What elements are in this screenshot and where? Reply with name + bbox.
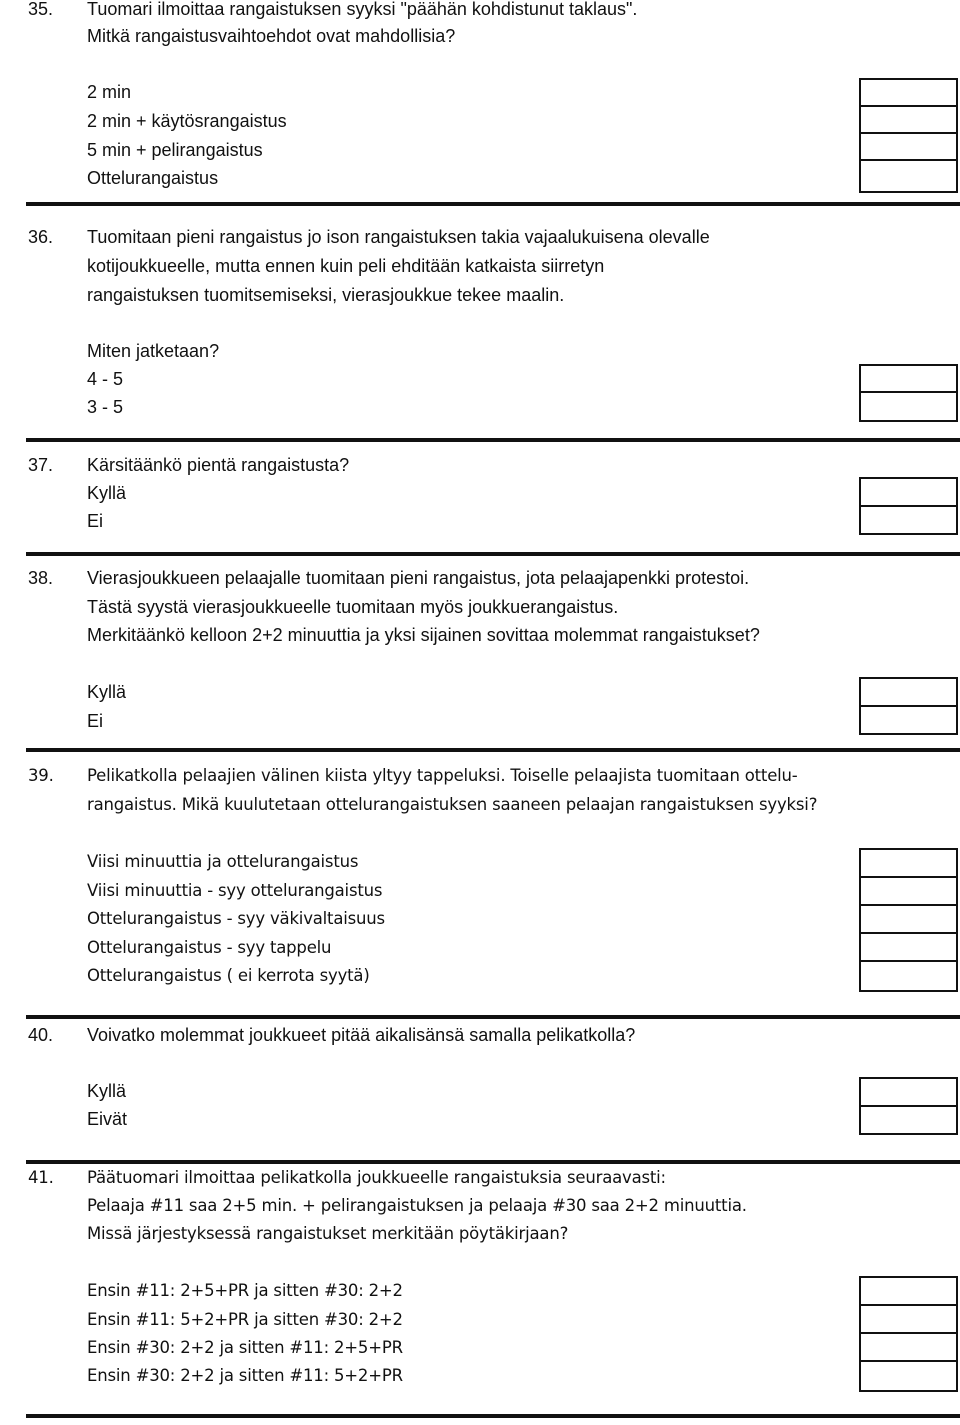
separator-35-36 [26, 202, 960, 206]
q35-answer-box-3[interactable] [859, 132, 958, 161]
q35-answer-box-2[interactable] [859, 105, 958, 134]
q38-text-line-1: Vierasjoukkueen pelaajalle tuomitaan pieni rangaistus, jota pelaajapenkki protestoi. [87, 568, 750, 588]
q36-answer-box-1[interactable] [859, 364, 958, 393]
q35-text-line-1: Tuomari ilmoittaa rangaistuksen syyksi "päähän kohdistunut taklaus". [87, 0, 638, 19]
q39-answer-box-5[interactable] [859, 960, 958, 992]
q36-number: 36. [28, 227, 54, 247]
q35-text-line-2: Mitkä rangaistusvaihtoehdot ovat mahdollisia? [87, 26, 456, 46]
q39-option-2: Viisi minuuttia - syy ottelurangaistus [87, 881, 383, 900]
q41-answer-box-2[interactable] [859, 1304, 958, 1334]
q40-option-2: Eivät [87, 1109, 128, 1129]
q35-option-1: 2 min [87, 82, 132, 102]
q41-text-line-1: Päätuomari ilmoittaa pelikatkolla joukkueelle rangaistuksia seuraavasti: [87, 1168, 666, 1187]
q41-number: 41. [28, 1168, 54, 1187]
separator-40-41 [26, 1160, 960, 1164]
q39-option-4: Ottelurangaistus - syy tappelu [87, 938, 332, 957]
q41-text-line-3: Missä järjestyksessä rangaistukset merkitään pöytäkirjaan? [87, 1224, 569, 1243]
q38-number: 38. [28, 568, 54, 588]
separator-39-40 [26, 1015, 960, 1019]
q41-option-1: Ensin #11: 2+5+PR ja sitten #30: 2+2 [87, 1281, 403, 1300]
q38-option-2: Ei [87, 711, 104, 731]
q39-text-line-2: rangaistus. Mikä kuulutetaan ottelurangaistuksen saaneen pelaajan rangaistuksen syyksi? [87, 795, 818, 814]
q35-option-4: Ottelurangaistus [87, 168, 219, 188]
q36-text-line-2: kotijoukkueelle, mutta ennen kuin peli ehditään katkaista siirretyn [87, 256, 605, 276]
q36-prompt: Miten jatketaan? [87, 341, 220, 361]
q41-answer-box-1[interactable] [859, 1276, 958, 1306]
q39-option-3: Ottelurangaistus - syy väkivaltaisuus [87, 909, 385, 928]
q40-answer-box-2[interactable] [859, 1105, 958, 1135]
q39-answer-box-2[interactable] [859, 876, 958, 906]
q35-number: 35. [28, 0, 54, 19]
q35-answer-box-1[interactable] [859, 78, 958, 107]
q39-number: 39. [28, 766, 54, 785]
q37-option-1: Kyllä [87, 483, 127, 503]
q37-number: 37. [28, 455, 54, 475]
q38-text-line-2: Tästä syystä vierasjoukkueelle tuomitaan myös joukkuerangaistus. [87, 597, 619, 617]
q39-text-line-1: Pelikatkolla pelaajien välinen kiista yltyy tappeluksi. Toiselle pelaajista tuomitaan ottelu- [87, 766, 798, 785]
q41-text-line-2: Pelaaja #11 saa 2+5 min. + pelirangaistuksen ja pelaaja #30 saa 2+2 minuuttia. [87, 1196, 747, 1215]
q37-answer-box-1[interactable] [859, 477, 958, 507]
q36-text-line-3: rangaistuksen tuomitsemiseksi, vierasjoukkue tekee maalin. [87, 285, 565, 305]
q36-option-2: 3 - 5 [87, 397, 124, 417]
q39-answer-box-3[interactable] [859, 904, 958, 934]
q41-option-3: Ensin #30: 2+2 ja sitten #11: 2+5+PR [87, 1338, 403, 1357]
separator-38-39 [26, 748, 960, 752]
q35-answer-box-4[interactable] [859, 159, 958, 193]
q41-option-2: Ensin #11: 5+2+PR ja sitten #30: 2+2 [87, 1310, 403, 1329]
q39-option-1: Viisi minuuttia ja ottelurangaistus [87, 852, 359, 871]
q37-option-2: Ei [87, 511, 104, 531]
separator-37-38 [26, 552, 960, 556]
q41-answer-box-4[interactable] [859, 1360, 958, 1392]
q41-answer-box-3[interactable] [859, 1332, 958, 1362]
separator-bottom [26, 1414, 960, 1418]
q38-text-line-3: Merkitäänkö kelloon 2+2 minuuttia ja yksi sijainen sovittaa molemmat rangaistukset? [87, 625, 760, 645]
q39-option-5: Ottelurangaistus ( ei kerrota syytä) [87, 966, 370, 985]
q37-answer-box-2[interactable] [859, 505, 958, 535]
q40-number: 40. [28, 1025, 54, 1045]
q39-answer-box-4[interactable] [859, 932, 958, 962]
q37-text-line-1: Kärsitäänkö pientä rangaistusta? [87, 455, 350, 475]
q35-option-3: 5 min + pelirangaistus [87, 140, 263, 160]
q39-answer-box-1[interactable] [859, 848, 958, 878]
q40-option-1: Kyllä [87, 1081, 127, 1101]
q40-answer-box-1[interactable] [859, 1077, 958, 1107]
q38-answer-box-2[interactable] [859, 705, 958, 735]
q38-answer-box-1[interactable] [859, 677, 958, 707]
q36-option-1: 4 - 5 [87, 369, 124, 389]
q35-option-2: 2 min + käytösrangaistus [87, 111, 287, 131]
q36-answer-box-2[interactable] [859, 391, 958, 422]
q36-text-line-1: Tuomitaan pieni rangaistus jo ison rangaistuksen takia vajaalukuisena olevalle [87, 227, 710, 247]
q40-text-line-1: Voivatko molemmat joukkueet pitää aikalisänsä samalla pelikatkolla? [87, 1025, 636, 1045]
separator-36-37 [26, 438, 960, 442]
q41-option-4: Ensin #30: 2+2 ja sitten #11: 5+2+PR [87, 1366, 403, 1385]
q38-option-1: Kyllä [87, 682, 127, 702]
